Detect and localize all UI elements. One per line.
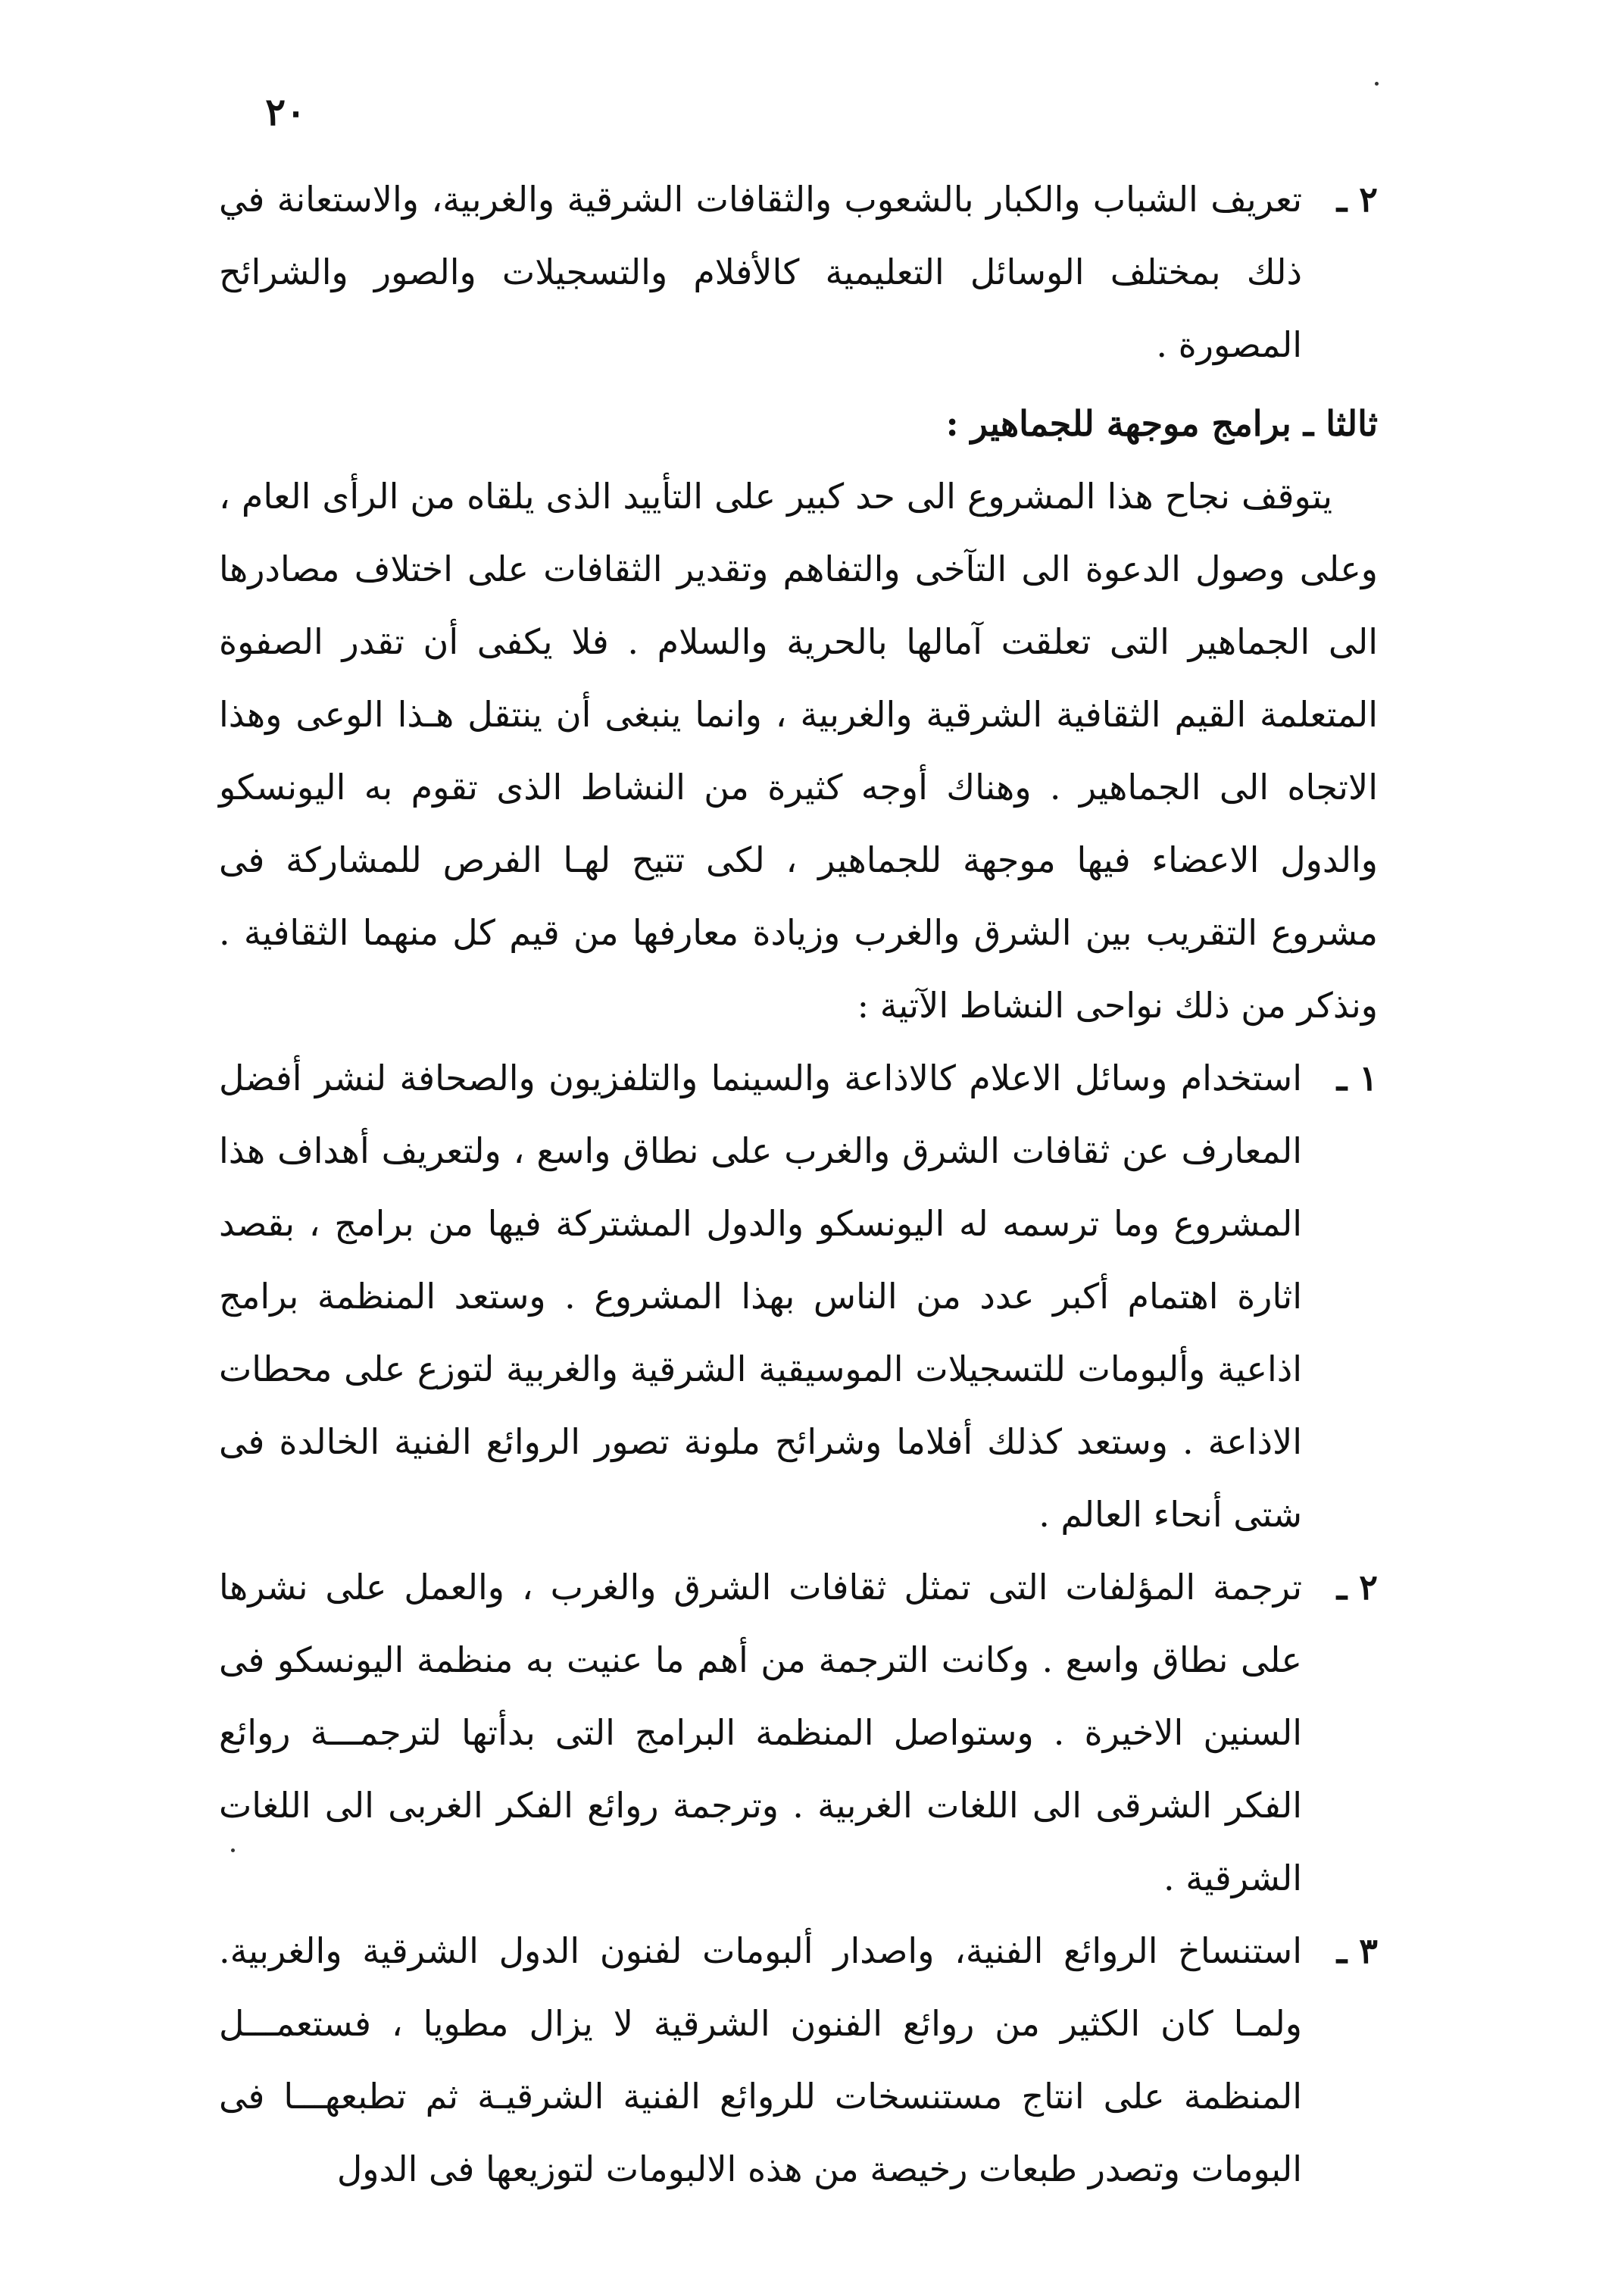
list-item-text: استنساخ الروائع الفنية، واصدار ألبومات لفنون الدول الشرقية والغربية. ولمـا كان الكثير من روائع الفنون الشرقية لا يزال مطويا ، فستعمـــل المنظمة على انتاج مستنسخات للروائع الفنية الشرقيـة ثم تطبعهـــا فى البومات وتصدر طبعات رخيصة من هذه الالبومات لتوزيعها فى الدول [219, 1930, 1303, 2189]
list-item-text: استخدام وسائل الاعلام كالاذاعة والسينما والتلفزيون والصحافة لنشر أفضل المعارف عن ثقافات الشرق والغرب على نطاق واسع ، ولتعريف أهداف هذا المشروع وما ترسمه له اليونسكو والدول المشتركة فيها من برامج ، بقصد اثارة اهتمام أكبر عدد من الناس بهذا المشروع . وستعد المنظمة برامج اذاعية وألبومات للتسجيلات الموسيقية الشرقية والغربية لتوزع على محطات الاذاعة . وستعد كذلك أفلاما وشرائح ملونة تصور الروائع الفنية الخالدة فى شتى أنحاء العالم . [219, 1058, 1302, 1535]
intro-item-text: تعريف الشباب والكبار بالشعوب والثقافات الشرقية والغربية، والاستعانة في ذلك بمختلف الوسائل التعليمية كالأفلام والتسجيلات والصور والشرائح المصورة . [219, 179, 1302, 365]
list-item-number: ٢ ـ [1336, 1567, 1378, 1608]
list-item-number: ٣ ـ [1336, 1930, 1378, 1971]
list-item-number: ١ ـ [1336, 1058, 1378, 1098]
list-item-1 [219, 1042, 1378, 1551]
scan-speck [1375, 82, 1379, 86]
list-item-2 [219, 1551, 1378, 1914]
page-number: ٢٠ [265, 89, 306, 134]
intro-item-number: ٢ ـ [1336, 179, 1378, 220]
section-paragraph: يتوقف نجاح هذا المشروع الى حد كبير على التأييد الذى يلقاه من الرأى العام ، وعلى وصول الدعوة الى التآخى والتفاهم وتقدير الثقافات على اختلاف مصادرها الى الجماهير التى تعلقت آمالها بالحرية والسلام . فلا يكفى أن تقدر الصفوة المتعلمة القيم الثقافية الشرقية والغربية ، وانما ينبغى أن ينتقل هـذا الوعى وهذا الاتجاه الى الجماهير . وهناك أوجه كثيرة من النشاط الذى تقوم به اليونسكو والدول الاعضاء فيها موجهة للجماهير ، لكى تتيح لهـا الفرص للمشاركة فى مشروع التقريب بين الشرق والغرب وزيادة معارفها من قيم كل منهما الثقافية . ونذكر من ذلك نواحى النشاط الآتية : [219, 476, 1378, 1026]
list-item-text: ترجمة المؤلفات التى تمثل ثقافات الشرق والغرب ، والعمل على نشرها على نطاق واسع . وكانت الترجمة من أهم ما عنيت به منظمة اليونسكو فى السنين الاخيرة . وستواصل المنظمة البرامج التى بدأتها لترجمـــة روائع الفكر الشرقى الى اللغات الغربية . وترجمة روائع الفكر الغربى الى اللغات الشرقية . [219, 1567, 1302, 1898]
scan-speck [231, 1848, 235, 1852]
intro-list-item [219, 163, 1378, 381]
list-item-3 [219, 1914, 1378, 2205]
section-heading: ثالثا ـ برامج موجهة للجماهير : [945, 403, 1378, 444]
text-block [219, 163, 1378, 2205]
